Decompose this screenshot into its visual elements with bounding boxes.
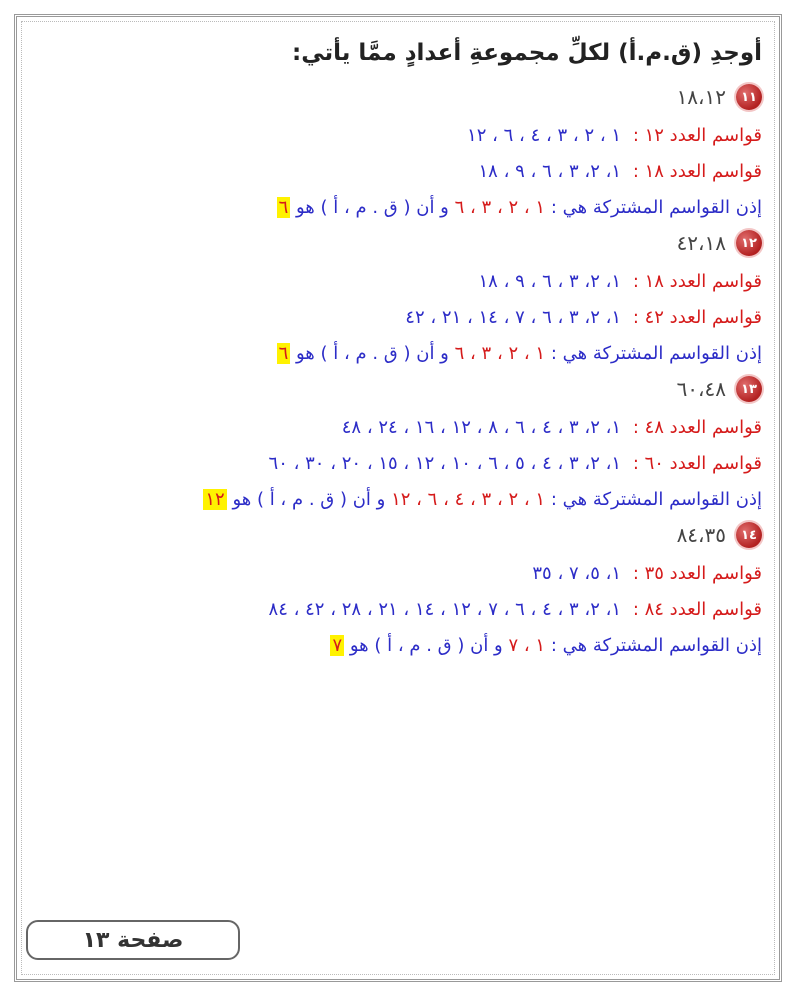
divisors-label: قواسم العدد ٨٤ : — [632, 599, 762, 620]
problem-11 — [40, 84, 762, 224]
divisors-line — [40, 594, 762, 626]
number-pair: ٦٠،٤٨ — [676, 377, 726, 401]
gcf-label: و أن ( ق . م ، أ ) هو — [349, 635, 503, 656]
problem-14 — [40, 522, 762, 662]
problem-number-badge: ١٣ — [736, 376, 762, 402]
common-divisors-list: ١ ، ٢ ، ٣ ، ٦ — [454, 343, 546, 364]
divisors-line — [40, 558, 762, 590]
divisors-list: ١، ٥، ٧ ، ٣٥ — [532, 563, 622, 584]
divisors-list: ١، ٢، ٣ ، ٤ ، ٥ ، ٦ ، ١٠ ، ١٢ ، ١٥ ، ٢٠ ، ٣٠ ، ٦٠ — [268, 453, 622, 474]
divisors-line — [40, 448, 762, 480]
common-divisors-list: ١ ، ٢ ، ٣ ، ٦ — [454, 197, 546, 218]
problem-header — [40, 522, 762, 548]
number-pair: ٨٤،٣٥ — [676, 523, 726, 547]
conclusion-line — [40, 192, 762, 224]
number-pair: ٤٢،١٨ — [676, 231, 726, 255]
divisors-line — [40, 302, 762, 334]
problem-number-badge: ١٢ — [736, 230, 762, 256]
common-divisors-label: إذن القواسم المشتركة هي : — [550, 197, 762, 218]
conclusion-line — [40, 630, 762, 662]
problem-12 — [40, 230, 762, 370]
divisors-list: ١، ٢، ٣ ، ٦ ، ٩ ، ١٨ — [478, 161, 622, 182]
common-divisors-list: ١ ، ٧ — [508, 635, 546, 656]
divisors-line — [40, 266, 762, 298]
gcf-label: و أن ( ق . م ، أ ) هو — [295, 197, 449, 218]
problem-13 — [40, 376, 762, 516]
common-divisors-list: ١ ، ٢ ، ٣ ، ٤ ، ٦ ، ١٢ — [391, 489, 546, 510]
divisors-list: ١، ٢، ٣ ، ٦ ، ٧ ، ١٤ ، ٢١ ، ٤٢ — [405, 307, 622, 328]
gcf-value: ١٢ — [205, 489, 225, 510]
divisors-label: قواسم العدد ٤٨ : — [632, 417, 762, 438]
problem-number-badge: ١٤ — [736, 522, 762, 548]
common-divisors-label: إذن القواسم المشتركة هي : — [550, 635, 762, 656]
divisors-line — [40, 120, 762, 152]
problem-number-badge: ١١ — [736, 84, 762, 110]
problem-header — [40, 376, 762, 402]
gcf-value: ٦ — [278, 343, 289, 364]
divisors-label: قواسم العدد ٣٥ : — [632, 563, 762, 584]
divisors-list: ١، ٢، ٣ ، ٦ ، ٩ ، ١٨ — [478, 271, 622, 292]
gcf-value: ٧ — [332, 635, 343, 656]
gcf-value: ٦ — [278, 197, 289, 218]
conclusion-line — [40, 338, 762, 370]
page-number-label: صفحة ١٣ — [26, 920, 240, 960]
conclusion-line — [40, 484, 762, 516]
divisors-list: ١ ، ٢ ، ٣ ، ٤ ، ٦ ، ١٢ — [467, 125, 622, 146]
divisors-line — [40, 412, 762, 444]
worksheet-content — [40, 30, 762, 666]
divisors-label: قواسم العدد ١٨ : — [632, 271, 762, 292]
problem-header — [40, 84, 762, 110]
divisors-label: قواسم العدد ٦٠ : — [632, 453, 762, 474]
worksheet-title: أوجدِ (ق.م.أ) لكلِّ مجموعةِ أعدادٍ ممَّا يأتي: — [292, 40, 762, 66]
divisors-label: قواسم العدد ١٢ : — [632, 125, 762, 146]
number-pair: ١٨،١٢ — [676, 85, 726, 109]
problem-header — [40, 230, 762, 256]
divisors-list: ١، ٢، ٣ ، ٤ ، ٦ ، ٧ ، ١٢ ، ١٤ ، ٢١ ، ٢٨ ، ٤٢ ، ٨٤ — [268, 599, 622, 620]
divisors-line — [40, 156, 762, 188]
common-divisors-label: إذن القواسم المشتركة هي : — [550, 489, 762, 510]
divisors-label: قواسم العدد ١٨ : — [632, 161, 762, 182]
common-divisors-label: إذن القواسم المشتركة هي : — [550, 343, 762, 364]
divisors-label: قواسم العدد ٤٢ : — [632, 307, 762, 328]
divisors-list: ١، ٢، ٣ ، ٤ ، ٦ ، ٨ ، ١٢ ، ١٦ ، ٢٤ ، ٤٨ — [341, 417, 622, 438]
gcf-label: و أن ( ق . م ، أ ) هو — [295, 343, 449, 364]
gcf-label: و أن ( ق . م ، أ ) هو — [232, 489, 386, 510]
